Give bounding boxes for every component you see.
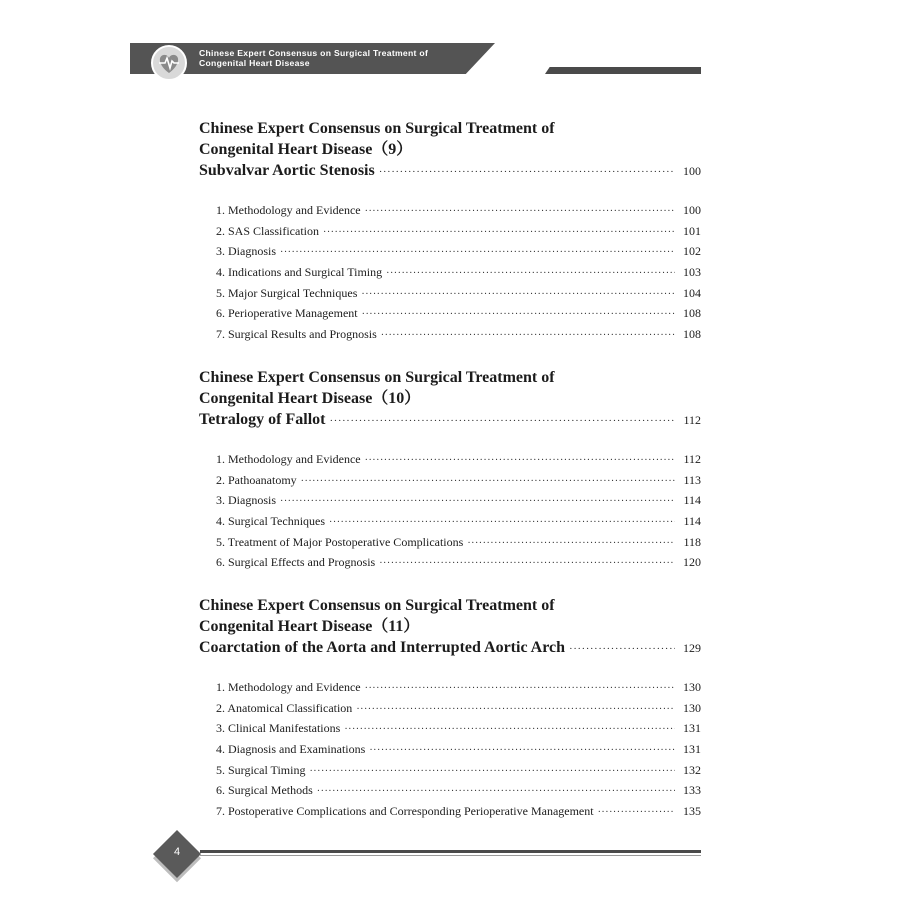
toc-item-page: 101 [683, 223, 701, 238]
leader-dots [365, 679, 675, 700]
leader-dots [356, 700, 675, 721]
toc-item[interactable] [216, 780, 701, 801]
toc-item-page: 132 [683, 762, 701, 777]
toc-item-page: 135 [683, 804, 701, 819]
leader-dots [330, 411, 676, 432]
toc-item-label: 6. Perioperative Management [216, 306, 358, 321]
section-subtitle-row[interactable] [199, 637, 701, 660]
toc-item-label: 3. Diagnosis [216, 244, 276, 259]
toc-item-label: 6. Surgical Methods [216, 783, 313, 798]
toc-section-11 [199, 595, 701, 822]
leader-dots [379, 162, 675, 183]
toc-item-label: 3. Clinical Manifestations [216, 721, 341, 736]
toc-item-page: 114 [683, 493, 701, 508]
leader-dots [365, 451, 675, 472]
section-title [199, 367, 701, 432]
toc-item-page: 131 [683, 742, 701, 757]
section-page: 112 [683, 413, 701, 427]
leader-dots [569, 639, 675, 660]
toc-item[interactable] [216, 449, 701, 470]
toc-item-page: 114 [683, 514, 701, 529]
leader-dots [379, 554, 675, 575]
toc-item-page: 131 [683, 721, 701, 736]
header-rule [545, 67, 701, 74]
leader-dots [317, 782, 675, 803]
leader-dots [309, 762, 675, 783]
leader-dots [361, 285, 675, 306]
toc-item[interactable] [216, 718, 701, 739]
section-title-line1: Chinese Expert Consensus on Surgical Treatment of [199, 369, 555, 386]
toc-item[interactable] [216, 241, 701, 262]
page-number: 4 [173, 846, 181, 858]
toc-items [199, 449, 701, 573]
toc-item[interactable] [216, 490, 701, 511]
section-title-line2: Congenital Heart Disease（11） [199, 618, 420, 635]
toc-item-page: 108 [683, 306, 701, 321]
leader-dots [329, 513, 675, 534]
toc-item-label: 7. Postoperative Complications and Corresponding Perioperative Management [216, 804, 594, 819]
leader-dots [280, 492, 675, 513]
toc-item-label: 6. Surgical Effects and Prognosis [216, 555, 376, 570]
leader-dots [362, 305, 675, 326]
toc-item[interactable] [216, 303, 701, 324]
toc-item-page: 103 [683, 265, 701, 280]
toc-item[interactable] [216, 511, 701, 532]
toc-item[interactable] [216, 698, 701, 719]
section-subtitle: Tetralogy of Fallot [199, 411, 326, 428]
leader-dots [301, 472, 675, 493]
leader-dots [280, 243, 675, 264]
footer-rule-thin [200, 855, 701, 856]
leader-dots [467, 534, 675, 555]
toc-items [199, 200, 701, 345]
header-title-line1: Chinese Expert Consensus on Surgical Treatment of [199, 48, 429, 58]
toc-item-label: 1. Methodology and Evidence [216, 452, 361, 466]
toc-item[interactable] [216, 801, 701, 822]
toc-item-label: 4. Surgical Techniques [216, 514, 326, 529]
toc-item[interactable] [216, 283, 701, 304]
toc-item-label: 5. Treatment of Major Postoperative Complications [216, 534, 464, 549]
leader-dots [386, 264, 675, 285]
section-title-line2: Congenital Heart Disease（9） [199, 141, 413, 158]
toc-item[interactable] [216, 760, 701, 781]
leader-dots [381, 326, 675, 347]
section-page: 129 [683, 641, 701, 655]
heart-pulse-icon [150, 44, 188, 82]
toc-item[interactable] [216, 324, 701, 345]
toc-item-label: 2. Pathoanatomy [216, 472, 297, 487]
toc-item-page: 100 [683, 203, 701, 217]
header-title-line2: Congenital Heart Disease [199, 58, 310, 68]
toc-item-page: 130 [683, 700, 701, 715]
toc-section-9 [199, 118, 701, 345]
toc-item-page: 102 [683, 244, 701, 259]
toc-item[interactable] [216, 677, 701, 698]
section-subtitle-row[interactable] [199, 409, 701, 432]
toc-item-label: 2. Anatomical Classification [216, 700, 353, 715]
leader-dots [344, 720, 675, 741]
toc-section-10 [199, 367, 701, 573]
section-subtitle: Coarctation of the Aorta and Interrupted Aortic Arch [199, 639, 566, 656]
toc-item[interactable] [216, 200, 701, 221]
toc-item[interactable] [216, 221, 701, 242]
leader-dots [598, 803, 675, 824]
section-subtitle: Subvalvar Aortic Stenosis [199, 162, 375, 179]
leader-dots [323, 223, 675, 244]
section-title [199, 595, 701, 660]
toc-item-page: 130 [683, 680, 701, 694]
leader-dots [369, 741, 675, 762]
toc-item-label: 3. Diagnosis [216, 493, 276, 508]
section-title-line1: Chinese Expert Consensus on Surgical Treatment of [199, 120, 555, 137]
footer-rule [200, 850, 701, 853]
section-title [199, 118, 701, 183]
toc-item-label: 4. Diagnosis and Examinations [216, 742, 366, 757]
toc-item-page: 113 [683, 472, 701, 487]
header-title [199, 48, 428, 68]
toc-item-label: 5. Major Surgical Techniques [216, 285, 358, 300]
toc-item-label: 1. Methodology and Evidence [216, 680, 361, 694]
toc-item-label: 7. Surgical Results and Prognosis [216, 327, 377, 342]
toc-item-label: 1. Methodology and Evidence [216, 203, 361, 217]
toc-item-page: 104 [683, 285, 701, 300]
section-title-line2: Congenital Heart Disease（10） [199, 390, 421, 407]
toc-item-label: 2. SAS Classification [216, 223, 320, 238]
leader-dots [365, 202, 675, 223]
toc-item[interactable] [216, 262, 701, 283]
toc-item-page: 118 [683, 534, 701, 549]
toc-items [199, 677, 701, 822]
toc-item-page: 112 [683, 452, 701, 466]
toc-item[interactable] [216, 470, 701, 491]
toc-item[interactable] [216, 552, 701, 573]
toc-item[interactable] [216, 532, 701, 553]
toc-item-page: 133 [683, 783, 701, 798]
section-page: 100 [683, 164, 701, 178]
toc-item-label: 4. Indications and Surgical Timing [216, 265, 383, 280]
toc-item[interactable] [216, 739, 701, 760]
toc-item-page: 120 [683, 555, 701, 570]
toc-item-label: 5. Surgical Timing [216, 762, 306, 777]
section-subtitle-row[interactable] [199, 160, 701, 183]
section-title-line1: Chinese Expert Consensus on Surgical Treatment of [199, 597, 555, 614]
toc-item-page: 108 [683, 327, 701, 342]
